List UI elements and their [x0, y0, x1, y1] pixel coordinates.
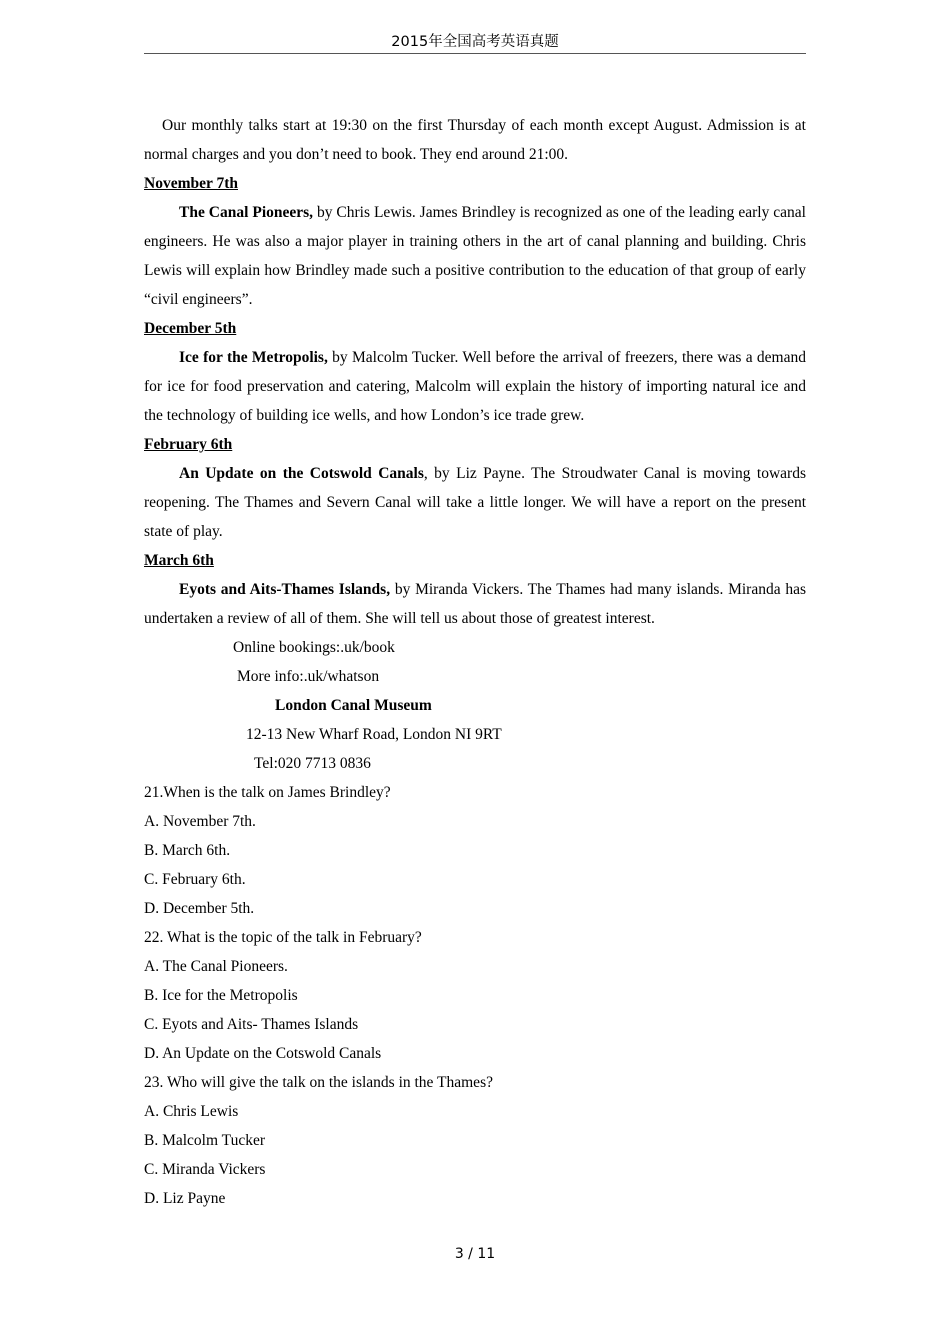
answer-option: A. November 7th. [144, 813, 256, 830]
answer-option: B. Ice for the Metropolis [144, 987, 298, 1004]
talk-body: by Chris Lewis. James Brindley is recognized as one of the leading early canal engineers. He was also a major player in training others in the art of canal planning and building. Chris Lewis will explain how Brindley made such a positive contribution to the education of that group of early “civil engineers”. [144, 204, 806, 308]
talk-description [144, 459, 806, 546]
talk-title: An Update on the Cotswold Canals [179, 465, 424, 482]
answer-option: D. Liz Payne [144, 1190, 226, 1207]
answer-option: C. Miranda Vickers [144, 1161, 266, 1178]
talk-title: Eyots and Aits-Thames Islands, [179, 581, 391, 598]
question-text: 23. Who will give the talk on the islands in the Thames? [144, 1074, 493, 1091]
museum-address: 12-13 New Wharf Road, London NI 9RT [246, 726, 502, 743]
page-header: 2015年全国高考英语真题 [144, 32, 806, 54]
talk-date: December 5th [144, 320, 237, 337]
talk-date: November 7th [144, 175, 238, 192]
more-info-text: More info:.uk/whatson [237, 668, 380, 685]
talk-title: The Canal Pioneers, [179, 204, 314, 221]
intro-paragraph: Our monthly talks start at 19:30 on the first Thursday of each month except August. Admission is at normal charges and you don’t need to book. They end around 21:00. [144, 117, 806, 163]
talk-date: February 6th [144, 436, 233, 453]
talk-body: by Malcolm Tucker. Well before the arrival of freezers, there was a demand for ice for food preservation and catering, Malcolm will explain the history of importing natural ice and the technology of building ice wells, and how London’s ice trade grew. [144, 349, 806, 424]
answer-option: B. Malcolm Tucker [144, 1132, 265, 1149]
page-number: 3 / 11 [454, 1246, 496, 1262]
answer-option: C. Eyots and Aits- Thames Islands [144, 1016, 359, 1033]
answer-option: B. March 6th. [144, 842, 231, 859]
talk-description [144, 575, 806, 633]
museum-telephone: Tel:020 7713 0836 [254, 755, 371, 772]
question-text: 22. What is the topic of the talk in February? [144, 929, 422, 946]
talk-description [144, 198, 806, 314]
online-bookings-text: Online bookings:.uk/book [233, 639, 395, 656]
answer-option: A. The Canal Pioneers. [144, 958, 288, 975]
answer-option: D. An Update on the Cotswold Canals [144, 1045, 382, 1062]
museum-name: London Canal Museum [275, 697, 432, 714]
answer-option: D. December 5th. [144, 900, 255, 917]
document-body [144, 111, 806, 1213]
talk-title: Ice for the Metropolis, [179, 349, 328, 366]
answer-option: C. February 6th. [144, 871, 246, 888]
question-text: 21.When is the talk on James Brindley? [144, 784, 391, 801]
talk-body: , by Liz Payne. The Stroudwater Canal is moving towards reopening. The Thames and Severn Canal will take a little longer. We will have a report on the present state of play. [144, 465, 807, 540]
talk-date: March 6th [144, 552, 214, 569]
talk-description [144, 343, 806, 430]
talk-body: by Miranda Vickers. The Thames had many islands. Miranda has undertaken a review of all of them. She will tell us about those of greatest interest. [144, 581, 806, 627]
answer-option: A. Chris Lewis [144, 1103, 239, 1120]
